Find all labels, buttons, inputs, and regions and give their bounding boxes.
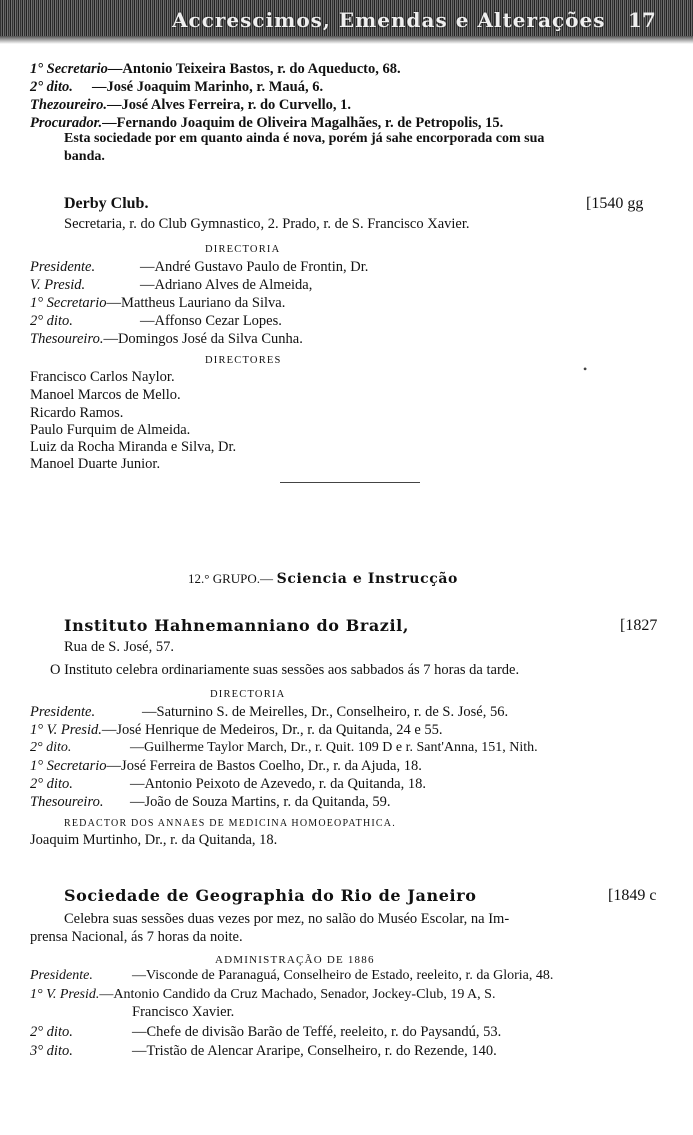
sociedade-admin-row [30,986,495,1004]
sociedade-note-line-2: prensa Nacional, ás 7 horas da noite. [30,929,243,945]
instituto-directoria-row [30,721,443,739]
derby-club-name: Derby Club. [64,195,149,212]
entry-label: 2° dito. [30,79,73,95]
sociedade-admin-row [30,1023,501,1041]
entry-text: —Antonio Teixeira Bastos, r. do Aqueducto, 68. [107,61,401,77]
top-line-2 [30,78,323,96]
sociedade-year: [1849 c [608,887,657,904]
entry-label: Presidente. [30,704,96,720]
entry-text: —Adriano Alves de Almeida, [140,277,313,293]
entry-text: —Antonio Peixoto de Azevedo, r. da Quitanda, 18. [130,776,426,792]
instituto-directoria-row [30,775,426,793]
instituto-directoria-row [30,703,508,721]
sociedade-admin-row [30,1042,497,1060]
derby-directoria-heading: DIRECTORIA [205,244,281,255]
derby-director: Manoel Duarte Junior. [30,456,161,472]
running-header-title: Accrescimos, Emendas e Alterações [172,8,606,32]
entry-label: 1° V. Presid. [30,722,102,738]
entry-text: —José Alves Ferreira, r. do Curvello, 1. [106,97,351,113]
entry-label: 2° dito. [30,313,73,329]
derby-director: Manoel Marcos de Mello. [30,387,181,403]
entry-label: 1° V. Presid. [30,987,100,1002]
entry-text: —André Gustavo Paulo de Frontin, Dr. [140,259,369,275]
entry-label: Thesoureiro. [30,331,104,347]
entry-text: —Mattheus Lauriano da Silva. [106,295,286,311]
entry-label: Thesoureiro. [30,794,104,810]
derby-directoria-row [30,276,312,294]
entry-text: —Affonso Cezar Lopes. [140,313,282,329]
group-heading [188,570,458,588]
entry-text: —Chefe de divisão Barão de Teffé, reeleito, r. do Paysandú, 53. [132,1024,502,1040]
entry-label: Presidente. [30,968,93,983]
instituto-directoria-heading: DIRECTORIA [210,689,286,700]
entry-label: 1° Secretario [30,61,108,77]
redactor-entry: Joaquim Murtinho, Dr., r. da Quitanda, 18. [30,832,278,848]
entry-text: —Domingos José da Silva Cunha. [103,331,303,347]
page-header-band [0,0,693,44]
entry-label: 2° dito. [30,1024,73,1040]
instituto-note: O Instituto celebra ordinariamente suas sessões aos sabbados ás 7 horas da tarde. [50,662,520,678]
entry-text: —Fernando Joaquim de Oliveira Magalhães, r. de Petropolis, 15. [102,115,504,131]
entry-label: 1° Secretario [30,295,107,311]
derby-directoria-row [30,330,303,348]
entry-text: —Saturnino S. de Meirelles, Dr., Conselheiro, r. de S. José, 56. [142,704,509,720]
instituto-address: Rua de S. José, 57. [64,639,174,655]
section-divider [280,482,420,483]
redactor-heading: REDACTOR DOS ANNAES DE MEDICINA HOMOEOPATHICA. [64,818,396,829]
instituto-directoria-row [30,757,422,775]
entry-label: Presidente. [30,259,96,275]
entry-text: —Guilherme Taylor March, Dr., r. Quit. 109 D e r. Sant'Anna, 151, Nith. [130,740,538,755]
instituto-directoria-row [30,793,391,811]
entry-label: V. Presid. [30,277,86,293]
sociedade-name: Sociedade de Geographia do Rio de Janeiro [64,886,477,905]
group-title: Sciencia e Instrucção [276,571,458,587]
ink-speck: • [583,362,588,376]
top-line-3 [30,96,351,114]
top-note-line-2: banda. [64,149,105,164]
entry-label: Thezoureiro. [30,97,107,113]
instituto-year: [1827 [620,617,658,634]
derby-directoria-row [30,294,285,312]
derby-director: Francisco Carlos Naylor. [30,369,175,385]
instituto-directoria-row [30,739,538,757]
entry-text: —Antonio Candido da Cruz Machado, Senador, Jockey-Club, 19 A, S. [99,987,496,1002]
entry-text: —José Joaquim Marinho, r. Mauá, 6. [92,79,324,95]
derby-directoria-row [30,312,282,330]
top-line-1 [30,60,401,78]
entry-label: 3° dito. [30,1043,73,1059]
derby-director: Luiz da Rocha Miranda e Silva, Dr. [30,439,237,455]
derby-club-year: [1540 gg [586,195,644,212]
sociedade-admin-row [30,967,553,985]
top-note-line-1: Esta sociedade por em quanto ainda é nova, porém já sahe encorporada com sua [64,131,545,146]
derby-director: Ricardo Ramos. [30,405,124,421]
entry-text: —João de Souza Martins, r. da Quitanda, 59. [130,794,391,810]
entry-text: —Visconde de Paranaguá, Conselheiro de Estado, reeleito, r. da Gloria, 48. [132,968,554,983]
derby-directoria-row [30,258,368,276]
entry-label: 1° Secretario [30,758,107,774]
sociedade-admin-heading: ADMINISTRAÇÃO DE 1886 [215,954,375,966]
derby-directores-heading: DIRECTORES [205,355,282,366]
entry-label: 2° dito. [30,776,73,792]
sociedade-admin-row-continuation: Francisco Xavier. [132,1004,235,1020]
page-number: 17 [628,8,656,32]
derby-director: Paulo Furquim de Almeida. [30,422,191,438]
group-label: 12.° GRUPO.— [188,571,274,586]
entry-text: —José Henrique de Medeiros, Dr., r. da Quitanda, 24 e 55. [101,722,443,738]
entry-label: Procurador. [30,115,103,131]
entry-text: —José Ferreira de Bastos Coelho, Dr., r. da Ajuda, 18. [106,758,422,774]
derby-club-address: Secretaria, r. do Club Gymnastico, 2. Prado, r. de S. Francisco Xavier. [64,216,470,232]
entry-text: —Tristão de Alencar Araripe, Conselheiro, r. do Rezende, 140. [132,1043,497,1059]
instituto-name: Instituto Hahnemanniano do Brazil, [64,616,410,635]
sociedade-note-line-1: Celebra suas sessões duas vezes por mez, no salão do Muséo Escolar, na Im- [64,911,510,927]
entry-label: 2° dito. [30,740,72,755]
